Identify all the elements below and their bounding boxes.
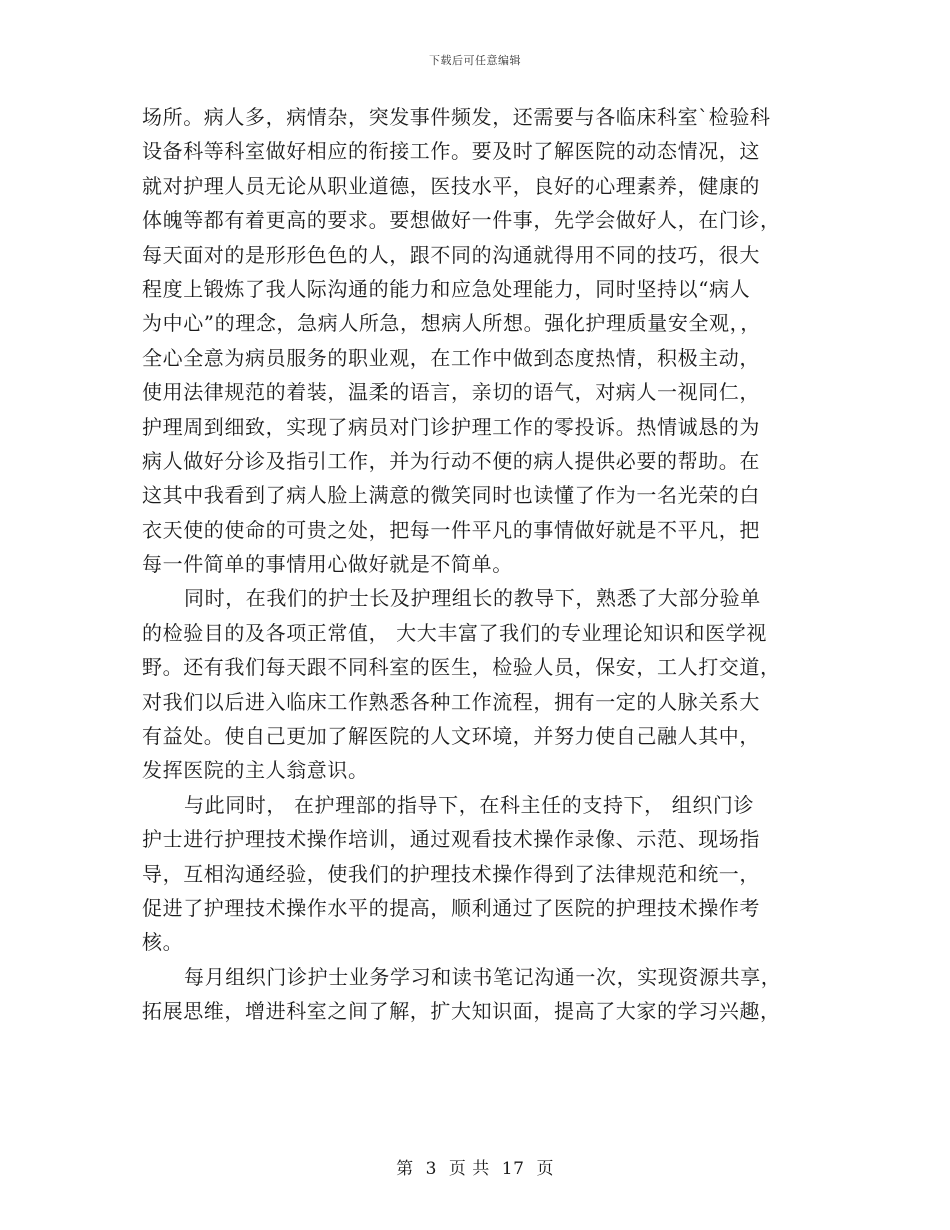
text-line: 为中心”的理念，急病人所急，想病人所想。强化护理质量安全观，，: [142, 311, 761, 336]
text-line: 导，互相沟通经验，使我们的护理技术操作得到了法律规范和统一，: [142, 861, 760, 886]
document-body: [142, 100, 812, 1029]
text-line: 的检验目的及各项正常值， 大大丰富了我们的专业理论知识和医学视: [142, 620, 767, 645]
text-line: 设备科等科室做好相应的衔接工作。要及时了解医院的动态情况，这: [142, 139, 760, 164]
text-line: 这其中我看到了病人脸上满意的微笑同时也读懂了作为一名光荣的白: [142, 483, 760, 508]
text-line: 对我们以后进入临床工作熟悉各种工作流程，拥有一定的人脉关系大: [142, 689, 760, 714]
footer-middle: 页 共: [448, 1159, 490, 1179]
footer-page-number: 3: [425, 1159, 437, 1179]
page-footer: [0, 1154, 950, 1179]
text-line: 护士进行护理技术操作培训，通过观看技术操作录像、示范、现场指: [142, 827, 760, 852]
paragraph-start-line: 与此同时， 在护理部的指导下，在科主任的支持下， 组织门诊: [184, 792, 755, 817]
text-line: 核。: [142, 930, 184, 955]
page-header-note: 下载后可任意编辑: [429, 54, 521, 67]
paragraph-start-line: 同时，在我们的护士长及护理组长的教导下，熟悉了大部分验单: [184, 586, 761, 611]
paragraph-start-line: 每月组织门诊护士业务学习和读书笔记沟通一次，实现资源共享，: [184, 964, 782, 989]
text-line: 病人做好分诊及指引工作，并为行动不便的病人提供必要的帮助。在: [142, 448, 760, 473]
text-line: 有益处。使自己更加了解医院的人文环境，并努力使自己融人其中，: [142, 724, 760, 749]
text-line: 场所。病人多，病情杂，突发事件频发，还需要与各临床科室`检验科: [142, 105, 771, 129]
text-line: 野。还有我们每天跟不同科室的医生，检验人员，保安，工人打交道，: [142, 655, 781, 680]
text-line: 拓展思维，增进科室之间了解，扩大知识面，提高了大家的学习兴趣，: [142, 999, 781, 1024]
text-line: 护理周到细致，实现了病员对门诊护理工作的零投诉。热情诚恳的为: [142, 414, 760, 439]
text-line: 每天面对的是形形色色的人，跟不同的沟通就得用不同的技巧，很大: [142, 242, 760, 267]
text-line: 每一件简单的事情用心做好就是不简单。: [142, 552, 513, 577]
text-line: 全心全意为病员服务的职业观，在工作中做到态度热情，积极主动，: [142, 345, 760, 370]
text-line: 发挥医院的主人翁意识。: [142, 758, 369, 783]
text-line: 就对护理人员无论从职业道德，医技水平，良好的心理素养，健康的: [142, 173, 760, 198]
text-line: 程度上锻炼了我人际沟通的能力和应急处理能力，同时坚持以“病人: [142, 276, 751, 301]
text-line: 体魄等都有着更高的要求。要想做好一件事，先学会做好人，在门诊，: [142, 208, 781, 233]
text-line: 使用法律规范的着装，温柔的语言，亲切的语气，对病人一视同仁，: [142, 380, 760, 405]
footer-prefix: 第: [396, 1159, 414, 1179]
footer-total-pages: 17: [501, 1159, 525, 1179]
footer-suffix: 页: [536, 1159, 554, 1179]
text-line: 衣天使的使命的可贵之处，把每一件平凡的事情做好就是不平凡，把: [142, 517, 760, 542]
text-line: 促进了护理技术操作水平的提高，顺利通过了医院的护理技术操作考: [142, 895, 760, 920]
